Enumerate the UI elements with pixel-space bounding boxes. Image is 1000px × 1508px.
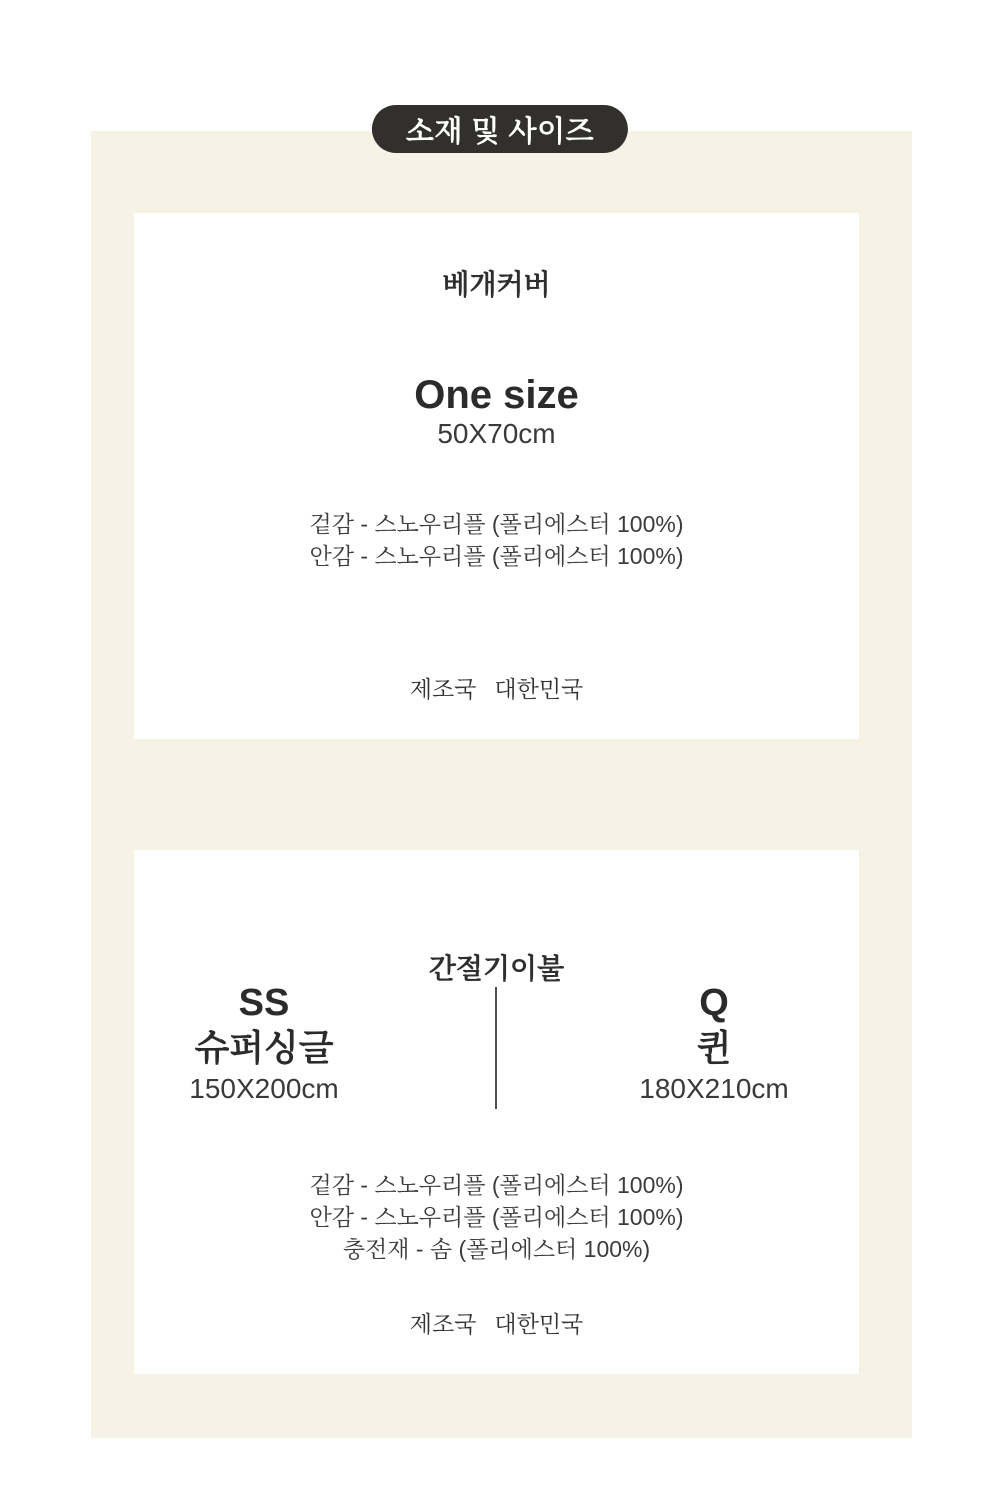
origin-line-pillow <box>134 673 859 705</box>
section-badge <box>372 105 628 153</box>
size-dimensions-super-single: 150X200cm <box>189 1073 339 1104</box>
size-code-ss: SS <box>238 982 290 1024</box>
origin-value: 대한민국 <box>494 1311 584 1337</box>
comforter-card <box>134 850 859 1374</box>
size-code-q: Q <box>699 982 729 1024</box>
card-title-pillow-cover: 베개커버 <box>442 269 551 300</box>
origin-line-comforter <box>134 1308 859 1340</box>
size-dimensions-one-size: 50X70cm <box>437 418 556 449</box>
size-name-queen: 퀸 <box>696 1027 732 1068</box>
size-divider <box>495 987 497 1109</box>
card-title-comforter: 간절기이불 <box>428 953 565 984</box>
origin-value: 대한민국 <box>494 676 584 702</box>
material-line-outer: 겉감 - 스노우리플 (폴리에스터 100%) <box>309 511 684 537</box>
size-name-super-single: 슈퍼싱글 <box>194 1027 334 1068</box>
origin-label: 제조국 <box>409 676 477 702</box>
material-line-lining: 안감 - 스노우리플 (폴리에스터 100%) <box>309 543 684 569</box>
size-option-queen <box>584 980 844 1108</box>
section-badge-label: 소재 및 사이즈 <box>405 115 595 148</box>
pillow-cover-card <box>134 213 859 739</box>
origin-label: 제조국 <box>409 1311 477 1337</box>
material-line-lining: 안감 - 스노우리플 (폴리에스터 100%) <box>309 1204 684 1230</box>
material-line-filling: 충전재 - 솜 (폴리에스터 100%) <box>342 1236 651 1262</box>
size-dimensions-queen: 180X210cm <box>639 1073 789 1104</box>
size-option-super-single <box>134 980 394 1108</box>
material-line-outer: 겉감 - 스노우리플 (폴리에스터 100%) <box>309 1172 684 1198</box>
size-name-one-size: One size <box>414 373 579 417</box>
materials-list-pillow <box>134 508 859 572</box>
materials-list-comforter <box>134 1169 859 1265</box>
